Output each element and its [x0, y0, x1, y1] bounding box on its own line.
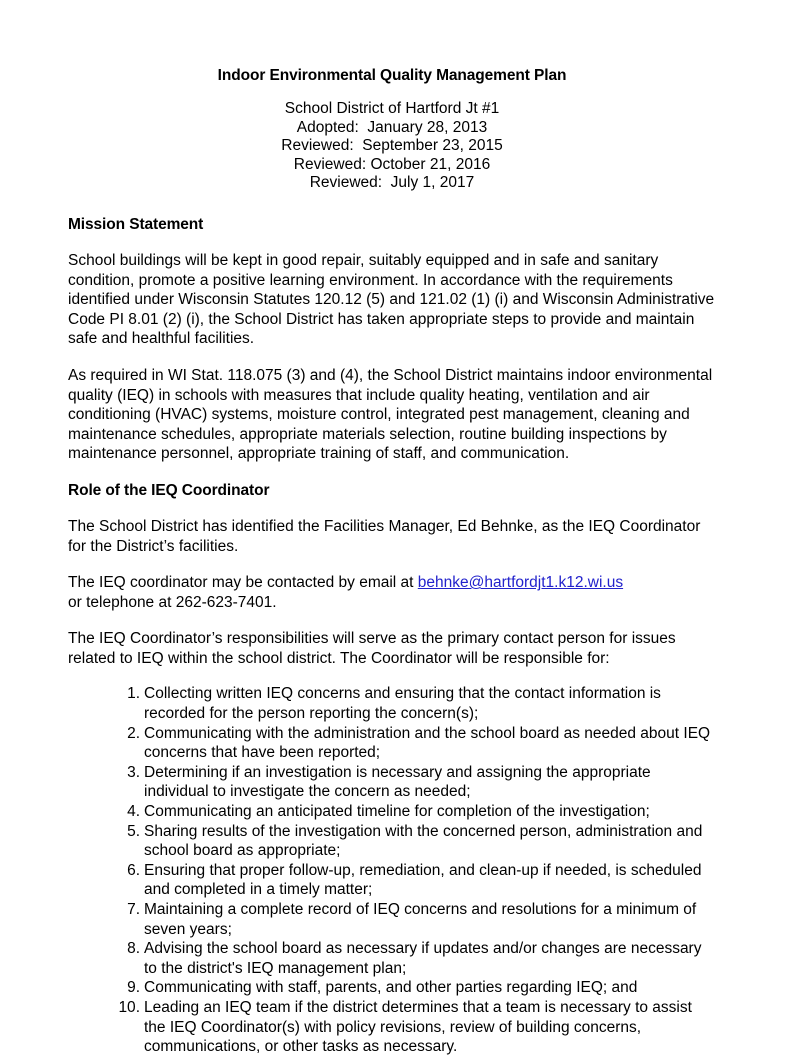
section-heading-mission-statement: Mission Statement	[68, 215, 204, 233]
document-body	[68, 66, 716, 1057]
list-item: Communicating an anticipated timeline for completion of the investigation;	[144, 803, 650, 821]
list-item: Advising the school board as necessary if updates and/or changes are necessary to the district's IEQ management plan;	[144, 940, 702, 977]
mission-paragraph-2: As required in WI Stat. 118.075 (3) and (4), the School District maintains indoor environmental quality (IEQ) in schools with measures that include quality heating, ventilation and air conditioning (HVAC) systems, moisture control, integrated pest management, cleaning and maintenance schedules, appropriate materials selection, routine building inspections by maintenance personnel, appropriate training of staff, and communication.	[68, 366, 713, 463]
list-item: Communicating with the administration and the school board as needed about IEQ concerns that have been reported;	[144, 724, 711, 762]
list-item: Collecting written IEQ concerns and ensuring that the contact information is recorded for the person reporting the concern(s);	[144, 685, 661, 723]
list-item: Communicating with staff, parents, and other parties regarding IEQ; and	[144, 979, 638, 997]
coordinator-email-link[interactable]: behnke@hartfordjt1.k12.wi.us	[417, 574, 624, 592]
list-item: Determining if an investigation is necessary and assigning the appropriate individual to investigate the concern as needed;	[144, 763, 651, 801]
responsibilities-list	[68, 684, 716, 1056]
list-item: Ensuring that proper follow-up, remediation, and clean-up if needed, is scheduled and completed in a timely matter;	[144, 861, 702, 899]
contact-prefix-text: The IEQ coordinator may be contacted by email at	[68, 574, 418, 592]
responsibilities-intro-paragraph: The IEQ Coordinator’s responsibilities will serve as the primary contact person for issues related to IEQ within the school district. The Coordinator will be responsible for:	[68, 630, 676, 667]
document-subtitle-block	[68, 100, 716, 193]
coordinator-paragraph-1: The School District has identified the Facilities Manager, Ed Behnke, as the IEQ Coordinator for the District’s facilities.	[68, 517, 701, 555]
page-title: Indoor Environmental Quality Management Plan	[217, 67, 567, 84]
subtitle-line-adopted: Adopted: January 28, 2013	[296, 118, 488, 136]
list-item: Leading an IEQ team if the district determines that a team is necessary to assist the IEQ Coordinator(s) with policy revisions, review of building concerns, communications, or other tasks as necessary.	[144, 998, 692, 1056]
list-item: Sharing results of the investigation with the concerned person, administration and school board as appropriate;	[144, 822, 703, 860]
mission-paragraph-1: School buildings will be kept in good repair, suitably equipped and in safe and sanitary condition, promote a positive learning environment. In accordance with the requirements identified under Wisconsin Statutes 120.12 (5) and 121.02 (1) (i) and Wisconsin Administrative Code PI 8.01 (2) (i), the School District has taken appropriate steps to provide and maintain safe and healthful facilities.	[68, 251, 715, 348]
subtitle-line-reviewed-1: Reviewed: September 23, 2015	[281, 137, 503, 155]
list-item: Maintaining a complete record of IEQ concerns and resolutions for a minimum of seven years;	[144, 901, 697, 938]
subtitle-line-reviewed-2: Reviewed: October 21, 2016	[293, 155, 491, 173]
coordinator-contact-paragraph	[68, 573, 716, 612]
contact-phone-text: or telephone at 262-623-7401.	[68, 593, 277, 611]
subtitle-line-district: School District of Hartford Jt #1	[284, 100, 500, 117]
subtitle-line-reviewed-3: Reviewed: July 1, 2017	[309, 174, 475, 192]
section-heading-role-of-ieq-coordinator: Role of the IEQ Coordinator	[68, 481, 270, 499]
